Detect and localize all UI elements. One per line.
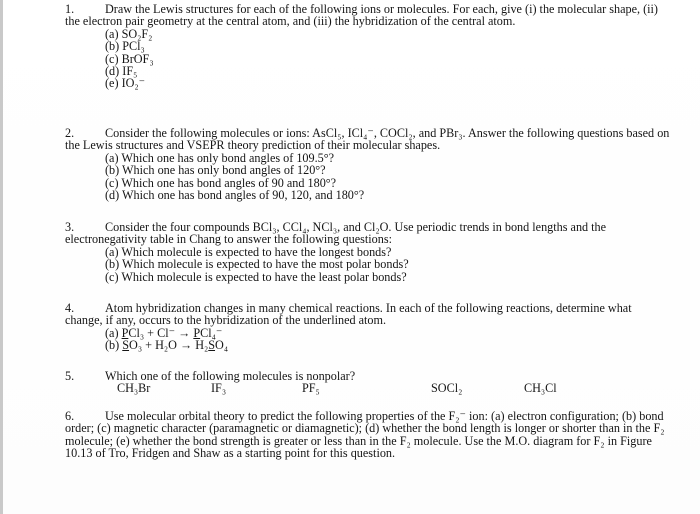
question-1-prompt xyxy=(65,3,670,28)
question-5 xyxy=(65,370,670,396)
reaction-b xyxy=(105,339,670,351)
underlined-atom: P xyxy=(193,325,201,340)
part-item: (c) Which one has bond angles of 90 and 180°? xyxy=(105,175,337,190)
question-number: 1. xyxy=(65,2,75,16)
question-1 xyxy=(65,3,670,90)
question-6 xyxy=(65,410,670,460)
part-item: (e) IO₂⁻ xyxy=(105,76,146,91)
option-item: PF₅ xyxy=(302,381,320,396)
question-5-options xyxy=(117,382,670,396)
question-4-prompt xyxy=(65,302,670,327)
reaction-text: Cl₃ + Cl⁻ → xyxy=(128,325,194,340)
question-3-prompt xyxy=(65,221,670,246)
question-number: 6. xyxy=(65,409,75,423)
question-2-parts xyxy=(105,152,670,202)
question-3 xyxy=(65,221,670,283)
option-item: CH₃Br xyxy=(117,381,151,396)
question-5-prompt xyxy=(65,370,670,382)
underlined-atom: P xyxy=(121,325,129,340)
question-number: 5. xyxy=(65,369,75,383)
question-text: Which one of the following molecules is nonpolar? xyxy=(105,369,356,383)
question-4 xyxy=(65,302,670,352)
question-3-parts xyxy=(105,246,670,283)
reaction-label: (b) xyxy=(105,338,120,353)
part-item: (b) Which one has only bond angles of 120°? xyxy=(105,163,326,178)
part-item: (c) Which molecule is expected to have the least polar bonds? xyxy=(105,269,407,284)
part-item: (b) Which molecule is expected to have the most polar bonds? xyxy=(105,257,409,272)
question-text: Atom hybridization changes in many chemical reactions. In each of the following reactions, determine what change, if any, occurs to the hybridization of the underlined atom. xyxy=(65,301,632,328)
part-item: (b) PCl₃ xyxy=(105,39,145,54)
part-item: (a) SO₂F₂ xyxy=(105,26,153,41)
option-item: IF₃ xyxy=(211,381,227,396)
question-number: 2. xyxy=(65,126,75,140)
question-2-prompt xyxy=(65,127,670,152)
question-text: Consider the following molecules or ions: AsCl₅, ICl₄⁻, COCl₂, and PBr₃. Answer the following questions based on the Lewis structures and VSEPR theory prediction of their molecular shapes. xyxy=(65,126,670,153)
question-1-parts xyxy=(105,28,670,90)
question-6-prompt xyxy=(65,410,670,460)
question-number: 3. xyxy=(65,220,75,234)
question-text: Use molecular orbital theory to predict the following properties of the F₂⁻ ion: (a) electron configuration; (b) bond order; (c) magnetic character (paramagnetic or diamagnetic); (d) whether the bond length is longer or shorter than in the F₂ molecule; (e) whether the bond strength is greater or less than in the F₂ molecule. Use the M.O. diagram for F₂ in Figure 10.13 of Tro, Fridgen and Shaw as a starting point for this question. xyxy=(65,409,665,461)
question-4-reactions xyxy=(105,327,670,352)
reaction-label: (a) xyxy=(105,325,119,340)
part-item: (a) Which one has only bond angles of 109.5°? xyxy=(105,150,335,165)
underlined-atom: S xyxy=(208,338,216,353)
question-number: 4. xyxy=(65,301,75,315)
question-2 xyxy=(65,127,670,201)
question-text: Draw the Lewis structures for each of the following ions or molecules. For each, give (i) the molecular shape, (ii) the electron pair geometry at the central atom, and (iii) the hybridization of the central atom. xyxy=(65,2,658,29)
part-item: (d) IF₅ xyxy=(105,64,138,79)
part-item: (a) Which molecule is expected to have the longest bonds? xyxy=(105,244,392,259)
part-item: (d) Which one has bond angles of 90, 120, and 180°? xyxy=(105,188,365,203)
part-item: (c) BrOF₃ xyxy=(105,51,154,66)
option-item: SOCl₂ xyxy=(431,381,463,396)
reaction-text: O₃ + H₂O → H₂ xyxy=(129,338,209,353)
option-item: CH₃Cl xyxy=(524,381,557,396)
question-text: Consider the four compounds BCl₃, CCl₄, NCl₃, and Cl₂O. Use periodic trends in bond lengths and the electronegativity table in Chang to answer the following questions: xyxy=(65,220,607,247)
underlined-atom: S xyxy=(122,338,130,353)
reaction-text: Cl₄⁻ xyxy=(200,325,223,340)
reaction-text: O₄ xyxy=(215,338,229,353)
page-edge xyxy=(0,0,3,514)
